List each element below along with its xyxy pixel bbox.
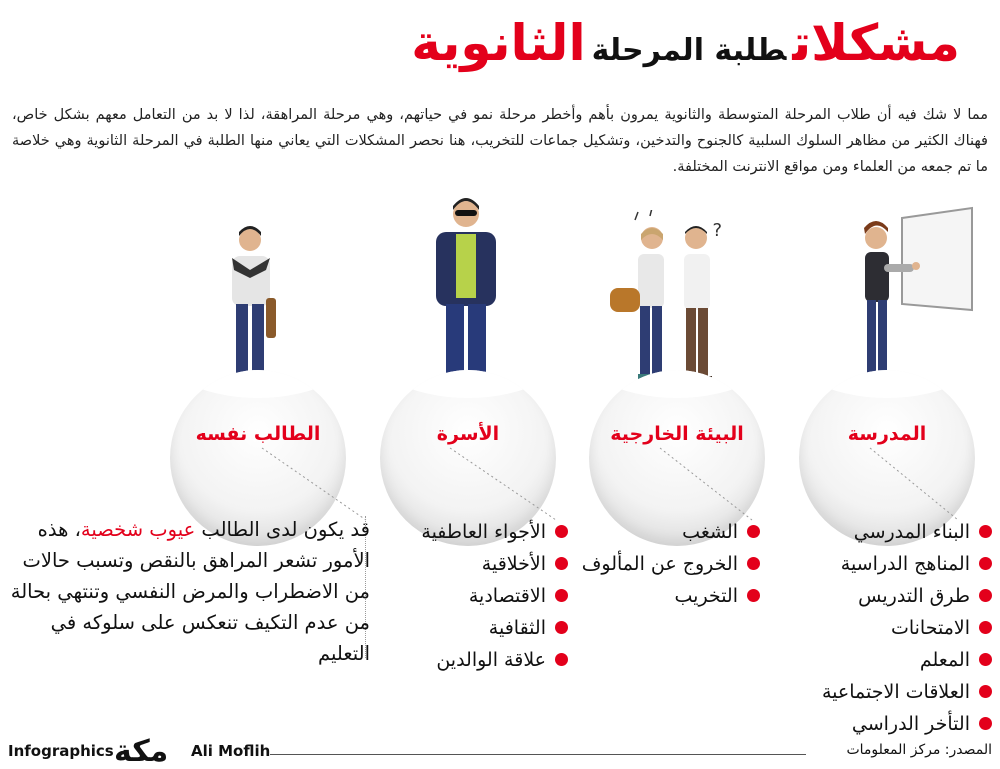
bullet-dot-icon [555,653,568,666]
bullet-dot-icon [747,589,760,602]
category-label-family: الأسرة [436,423,500,445]
svg-text:?: ? [712,220,722,241]
footer-brand: Infographics [8,742,114,760]
intro-paragraph: مما لا شك فيه أن طلاب المرحلة المتوسطة والثانوية يمرون بأهم وأخطر مرحلة نمو في حياتهم، وهي مرحلة المراهقة، لذا لا بد من التعامل معهم بشكل خاص، فهناك الكثير من مظاهر السلوك السلبية كالجنوح والتدخين، وتشكيل جماعات للتخريب، هنا نحصر المشكلات التي يعاني منها الطلبة في المرحلة الثانوية وهي خلاصة ما تم جمعه من العلماء ومن مواقع الانترنت المختلفة. [12,107,988,175]
list-item: البناء المدرسي [822,516,992,548]
bullet-dot-icon [555,525,568,538]
bullet-dot-icon [747,525,760,538]
list-item: الأخلاقية [421,548,568,580]
list-item: العلاقات الاجتماعية [822,676,992,708]
bullet-dot-icon [979,525,992,538]
page-title [400,14,960,72]
category-label-student: الطالب نفسه [195,423,321,445]
list-item: الاقتصادية [421,580,568,612]
title-part3: الثانوية [411,14,586,72]
outside-problems-list [582,516,760,612]
teacher-figure-icon [838,204,978,388]
student-figure-icon [220,218,290,388]
list-item: المعلم [822,644,992,676]
title-part1: مشكلات [792,14,960,72]
list-item: طرق التدريس [822,580,992,612]
student-problem-text: قد يكون لدى الطالب عيوب شخصية، هذه الأمور تشعر المراهق بالنقص وتسبب حالات من الاضطراب والمرض النفسي وتنتهي بحالة من عدم التكيف تنعكس على سلوكه في التعليم [10,518,370,665]
outside-students-figure-icon [600,210,750,390]
category-label-outside: البيئة الخارجية [610,423,744,445]
list-item: الثقافية [421,612,568,644]
family-figure-icon [426,190,506,390]
bullet-dot-icon [979,621,992,634]
bullet-dot-icon [979,589,992,602]
makkah-logo: مكة [114,734,169,769]
school-problems-list [822,516,992,740]
footer-source: المصدر: مركز المعلومات [846,742,992,758]
category-label-school: المدرسة [847,423,927,445]
bullet-dot-icon [979,557,992,570]
bullet-dot-icon [555,589,568,602]
title-part2: طلبة المرحلة [591,33,787,68]
bullet-dot-icon [555,621,568,634]
list-item: الشغب [582,516,760,548]
list-item: التأخر الدراسي [822,708,992,740]
footer-author: Ali Moflih [191,742,271,760]
footer-divider [270,754,806,755]
bullet-dot-icon [979,653,992,666]
bullet-dot-icon [979,717,992,730]
bullet-dot-icon [555,557,568,570]
list-item: المناهج الدراسية [822,548,992,580]
footer [8,734,992,769]
list-item: علاقة الوالدين [421,644,568,676]
list-item: الأجواء العاطفية [421,516,568,548]
bullet-dot-icon [979,685,992,698]
bullet-dot-icon [747,557,760,570]
family-problems-list [421,516,568,676]
list-item: الخروج عن المألوف [582,548,760,580]
list-item: الامتحانات [822,612,992,644]
highlight-text: عيوب شخصية [80,518,196,541]
list-item: التخريب [582,580,760,612]
